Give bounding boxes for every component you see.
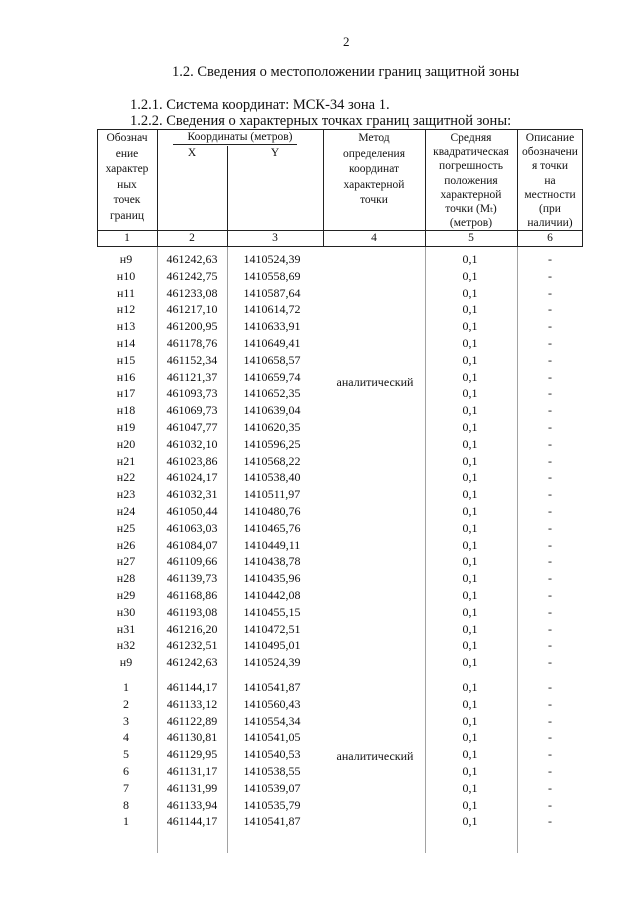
header-method: Метод определения координат характерной точки — [342, 132, 405, 206]
y-coordinate-cell: 1410435,96 — [243, 571, 301, 586]
description-cell: - — [548, 302, 552, 317]
description-cell: - — [548, 453, 552, 468]
y-coordinate-cell: 1410658,57 — [243, 352, 301, 367]
y-coordinate-cell: 1410540,53 — [243, 747, 301, 762]
table-row — [97, 352, 583, 369]
point-id-cell: 2 — [123, 696, 129, 711]
description-cell: - — [548, 655, 552, 670]
column-number-5: 5 — [468, 232, 474, 244]
point-id-cell: н18 — [116, 403, 136, 418]
x-coordinate-cell: 461084,07 — [166, 537, 218, 552]
accuracy-cell: 0,1 — [462, 764, 478, 778]
column-number-6: 6 — [547, 232, 553, 244]
x-coordinate-cell: 461144,17 — [166, 680, 218, 694]
accuracy-cell: 0,1 — [462, 252, 478, 266]
description-cell: - — [548, 487, 552, 502]
column-number-4: 4 — [371, 232, 377, 244]
point-id-cell: 6 — [123, 764, 129, 778]
x-coordinate-cell: 461131,99 — [166, 780, 218, 795]
table-row — [97, 713, 583, 730]
accuracy-cell: 0,1 — [462, 604, 478, 619]
table-row — [97, 301, 583, 318]
y-coordinate-cell: 1410472,51 — [243, 621, 301, 636]
x-coordinate-cell: 461093,73 — [166, 386, 218, 401]
method-cell-group-1: аналитический — [336, 375, 414, 389]
table-row — [97, 335, 583, 352]
header-description: Описание обозначени я точки на местности (при наличии) — [522, 132, 578, 230]
x-coordinate-cell: 461217,10 — [166, 302, 218, 317]
x-coordinate-cell: 461131,17 — [166, 764, 218, 778]
y-coordinate-cell: 1410614,72 — [243, 302, 301, 317]
header-y: Y — [270, 147, 280, 159]
y-coordinate-cell: 1410541,87 — [243, 680, 301, 694]
accuracy-cell: 0,1 — [462, 680, 478, 694]
description-cell: - — [548, 571, 552, 586]
description-cell: - — [548, 764, 552, 778]
description-cell: - — [548, 730, 552, 745]
header-coordinates: Координаты (метров) — [187, 131, 293, 143]
y-coordinate-cell: 1410587,64 — [243, 285, 301, 300]
description-cell: - — [548, 403, 552, 418]
description-cell: - — [548, 285, 552, 300]
table-row — [97, 503, 583, 520]
y-coordinate-cell: 1410438,78 — [243, 554, 301, 569]
accuracy-cell: 0,1 — [462, 336, 478, 350]
x-coordinate-cell: 461032,10 — [166, 436, 218, 451]
point-id-cell: н25 — [116, 520, 136, 535]
accuracy-cell: 0,1 — [462, 655, 478, 670]
table-row — [97, 402, 583, 419]
x-coordinate-cell: 461144,17 — [166, 814, 218, 829]
column-number-3: 3 — [272, 232, 278, 244]
section-heading: 1.2. Сведения о местоположении границ защитной зоны — [172, 64, 520, 80]
accuracy-cell: 0,1 — [462, 780, 478, 795]
accuracy-cell: 0,1 — [462, 403, 478, 418]
x-coordinate-cell: 461133,94 — [166, 797, 218, 812]
description-cell: - — [548, 554, 552, 569]
table-row — [97, 553, 583, 570]
table-row — [97, 385, 583, 402]
x-coordinate-cell: 461130,81 — [166, 730, 218, 745]
table-row — [97, 486, 583, 503]
y-coordinate-cell: 1410554,34 — [243, 713, 301, 728]
x-coordinate-cell: 461242,75 — [166, 268, 218, 283]
accuracy-cell: 0,1 — [462, 504, 478, 518]
point-id-cell: 3 — [123, 713, 129, 728]
point-id-cell: н23 — [116, 487, 136, 502]
y-coordinate-cell: 1410568,22 — [243, 453, 301, 468]
x-coordinate-cell: 461232,51 — [166, 638, 218, 653]
point-id-cell: н28 — [116, 571, 136, 586]
y-coordinate-cell: 1410652,35 — [243, 386, 301, 401]
x-coordinate-cell: 461233,08 — [166, 285, 218, 300]
boundary-points-caption: 1.2.2. Сведения о характерных точках границ защитной зоны: — [130, 113, 512, 129]
table-row — [97, 469, 583, 486]
description-cell: - — [548, 520, 552, 535]
point-id-cell: 7 — [123, 780, 129, 795]
description-cell: - — [548, 814, 552, 829]
accuracy-cell: 0,1 — [462, 436, 478, 451]
table-row — [97, 268, 583, 285]
accuracy-cell: 0,1 — [462, 453, 478, 468]
accuracy-cell: 0,1 — [462, 571, 478, 586]
x-coordinate-cell: 461152,34 — [166, 352, 218, 367]
table-row — [97, 654, 583, 671]
y-coordinate-cell: 1410620,35 — [243, 420, 301, 434]
x-coordinate-cell: 461063,03 — [166, 520, 218, 535]
x-coordinate-cell: 461133,12 — [166, 696, 218, 711]
description-cell: - — [548, 470, 552, 485]
table-row — [97, 587, 583, 604]
table-row — [97, 251, 583, 268]
y-coordinate-cell: 1410480,76 — [243, 504, 301, 518]
header-x: X — [187, 147, 197, 159]
y-coordinate-cell: 1410649,41 — [243, 336, 301, 350]
y-coordinate-cell: 1410539,07 — [243, 780, 301, 795]
table-row — [97, 453, 583, 470]
point-id-cell: н9 — [119, 252, 133, 266]
x-coordinate-cell: 461024,17 — [166, 470, 218, 485]
x-coordinate-cell: 461168,86 — [166, 588, 218, 602]
coordinate-system-line: 1.2.1. Система координат: МСК-34 зона 1. — [130, 97, 390, 113]
description-cell: - — [548, 386, 552, 401]
point-id-cell: н12 — [116, 302, 136, 317]
x-coordinate-cell: 461047,77 — [166, 420, 218, 434]
description-cell: - — [548, 336, 552, 350]
accuracy-cell: 0,1 — [462, 747, 478, 762]
point-id-cell: н17 — [116, 386, 136, 401]
table-row — [97, 436, 583, 453]
x-coordinate-cell: 461242,63 — [166, 655, 218, 670]
description-cell: - — [548, 268, 552, 283]
point-id-cell: н24 — [116, 504, 136, 518]
y-coordinate-cell: 1410449,11 — [243, 537, 301, 552]
point-id-cell: 8 — [123, 797, 129, 812]
description-cell: - — [548, 420, 552, 434]
description-cell: - — [548, 797, 552, 812]
x-coordinate-cell: 461200,95 — [166, 319, 218, 334]
y-coordinate-cell: 1410535,79 — [243, 797, 301, 812]
description-cell: - — [548, 696, 552, 711]
description-cell: - — [548, 252, 552, 266]
header-point-designation: Обознач ение характер ных точек границ — [105, 132, 149, 222]
description-cell: - — [548, 352, 552, 367]
point-id-cell: н20 — [116, 436, 136, 451]
description-cell: - — [548, 604, 552, 619]
description-cell: - — [548, 780, 552, 795]
point-id-cell: н9 — [119, 655, 133, 670]
table-row — [97, 318, 583, 335]
x-coordinate-cell: 461109,66 — [166, 554, 218, 569]
description-cell: - — [548, 319, 552, 334]
table-row — [97, 570, 583, 587]
table-row — [97, 763, 583, 780]
point-id-cell: н30 — [116, 604, 136, 619]
table-row — [97, 285, 583, 302]
y-coordinate-cell: 1410511,97 — [243, 487, 301, 502]
table-row — [97, 604, 583, 621]
accuracy-cell: 0,1 — [462, 470, 478, 485]
point-id-cell: н16 — [116, 369, 136, 384]
accuracy-cell: 0,1 — [462, 386, 478, 401]
y-coordinate-cell: 1410524,39 — [243, 252, 301, 266]
point-id-cell: н11 — [117, 285, 135, 300]
point-id-cell: н27 — [116, 554, 136, 569]
y-coordinate-cell: 1410465,76 — [243, 520, 301, 535]
accuracy-cell: 0,1 — [462, 352, 478, 367]
point-id-cell: н29 — [116, 588, 136, 602]
y-coordinate-cell: 1410659,74 — [243, 369, 301, 384]
description-cell: - — [548, 680, 552, 694]
accuracy-cell: 0,1 — [462, 487, 478, 502]
accuracy-cell: 0,1 — [462, 696, 478, 711]
point-id-cell: 1 — [123, 814, 129, 829]
y-coordinate-cell: 1410495,01 — [243, 638, 301, 653]
accuracy-cell: 0,1 — [462, 554, 478, 569]
table-row — [97, 729, 583, 746]
table-row — [97, 621, 583, 638]
y-coordinate-cell: 1410442,08 — [243, 588, 301, 602]
point-id-cell: н19 — [116, 420, 136, 434]
point-id-cell: н10 — [116, 268, 136, 283]
column-number-1: 1 — [124, 232, 130, 244]
point-id-cell: н15 — [116, 352, 136, 367]
x-coordinate-cell: 461242,63 — [166, 252, 218, 266]
table-row — [97, 780, 583, 797]
accuracy-cell: 0,1 — [462, 621, 478, 636]
accuracy-cell: 0,1 — [462, 285, 478, 300]
page-number: 2 — [343, 34, 350, 49]
y-coordinate-cell: 1410541,87 — [243, 814, 301, 829]
table-row — [97, 637, 583, 654]
header-accuracy: Средняя квадратическая погрешность положения характерной точки (Mₜ) (метров) — [433, 132, 509, 230]
accuracy-cell: 0,1 — [462, 797, 478, 812]
table-header — [97, 129, 583, 247]
accuracy-cell: 0,1 — [462, 537, 478, 552]
x-coordinate-cell: 461121,37 — [166, 369, 218, 384]
accuracy-cell: 0,1 — [462, 814, 478, 829]
y-coordinate-cell: 1410596,25 — [243, 436, 301, 451]
description-cell: - — [548, 537, 552, 552]
table-row — [97, 537, 583, 554]
y-coordinate-cell: 1410538,55 — [243, 764, 301, 778]
table-row — [97, 746, 583, 763]
point-id-cell: н21 — [116, 453, 136, 468]
point-id-cell: н31 — [116, 621, 136, 636]
y-coordinate-cell: 1410524,39 — [243, 655, 301, 670]
description-cell: - — [548, 747, 552, 762]
accuracy-cell: 0,1 — [462, 730, 478, 745]
point-id-cell: 5 — [123, 747, 129, 762]
point-id-cell: н32 — [116, 638, 136, 653]
x-coordinate-cell: 461032,31 — [166, 487, 218, 502]
method-cell-group-2: аналитический — [336, 749, 414, 763]
column-number-2: 2 — [189, 232, 195, 244]
table-row — [97, 696, 583, 713]
accuracy-cell: 0,1 — [462, 369, 478, 384]
point-id-cell: 1 — [123, 680, 129, 694]
table-row — [97, 520, 583, 537]
accuracy-cell: 0,1 — [462, 420, 478, 434]
point-id-cell: н26 — [116, 537, 136, 552]
table-row — [97, 369, 583, 386]
accuracy-cell: 0,1 — [462, 588, 478, 602]
y-coordinate-cell: 1410541,05 — [243, 730, 301, 745]
table-row — [97, 679, 583, 696]
y-coordinate-cell: 1410558,69 — [243, 268, 301, 283]
x-coordinate-cell: 461193,08 — [166, 604, 218, 619]
y-coordinate-cell: 1410455,15 — [243, 604, 301, 619]
description-cell: - — [548, 713, 552, 728]
description-cell: - — [548, 621, 552, 636]
x-coordinate-cell: 461129,95 — [166, 747, 218, 762]
accuracy-cell: 0,1 — [462, 638, 478, 653]
y-coordinate-cell: 1410639,04 — [243, 403, 301, 418]
accuracy-cell: 0,1 — [462, 268, 478, 283]
x-coordinate-cell: 461069,73 — [166, 403, 218, 418]
accuracy-cell: 0,1 — [462, 520, 478, 535]
table-row — [97, 419, 583, 436]
x-coordinate-cell: 461122,89 — [166, 713, 218, 728]
point-id-cell: н22 — [116, 470, 136, 485]
description-cell: - — [548, 504, 552, 518]
x-coordinate-cell: 461139,73 — [166, 571, 218, 586]
description-cell: - — [548, 588, 552, 602]
accuracy-cell: 0,1 — [462, 302, 478, 317]
table-row — [97, 797, 583, 814]
x-coordinate-cell: 461178,76 — [166, 336, 218, 350]
y-coordinate-cell: 1410538,40 — [243, 470, 301, 485]
accuracy-cell: 0,1 — [462, 713, 478, 728]
point-id-cell: н13 — [116, 319, 136, 334]
point-id-cell: н14 — [116, 336, 136, 350]
accuracy-cell: 0,1 — [462, 319, 478, 334]
x-coordinate-cell: 461050,44 — [166, 504, 218, 518]
y-coordinate-cell: 1410633,91 — [243, 319, 301, 334]
point-id-cell: 4 — [123, 730, 129, 745]
description-cell: - — [548, 436, 552, 451]
x-coordinate-cell: 461023,86 — [166, 453, 218, 468]
table-row — [97, 813, 583, 830]
description-cell: - — [548, 369, 552, 384]
description-cell: - — [548, 638, 552, 653]
y-coordinate-cell: 1410560,43 — [243, 696, 301, 711]
x-coordinate-cell: 461216,20 — [166, 621, 218, 636]
